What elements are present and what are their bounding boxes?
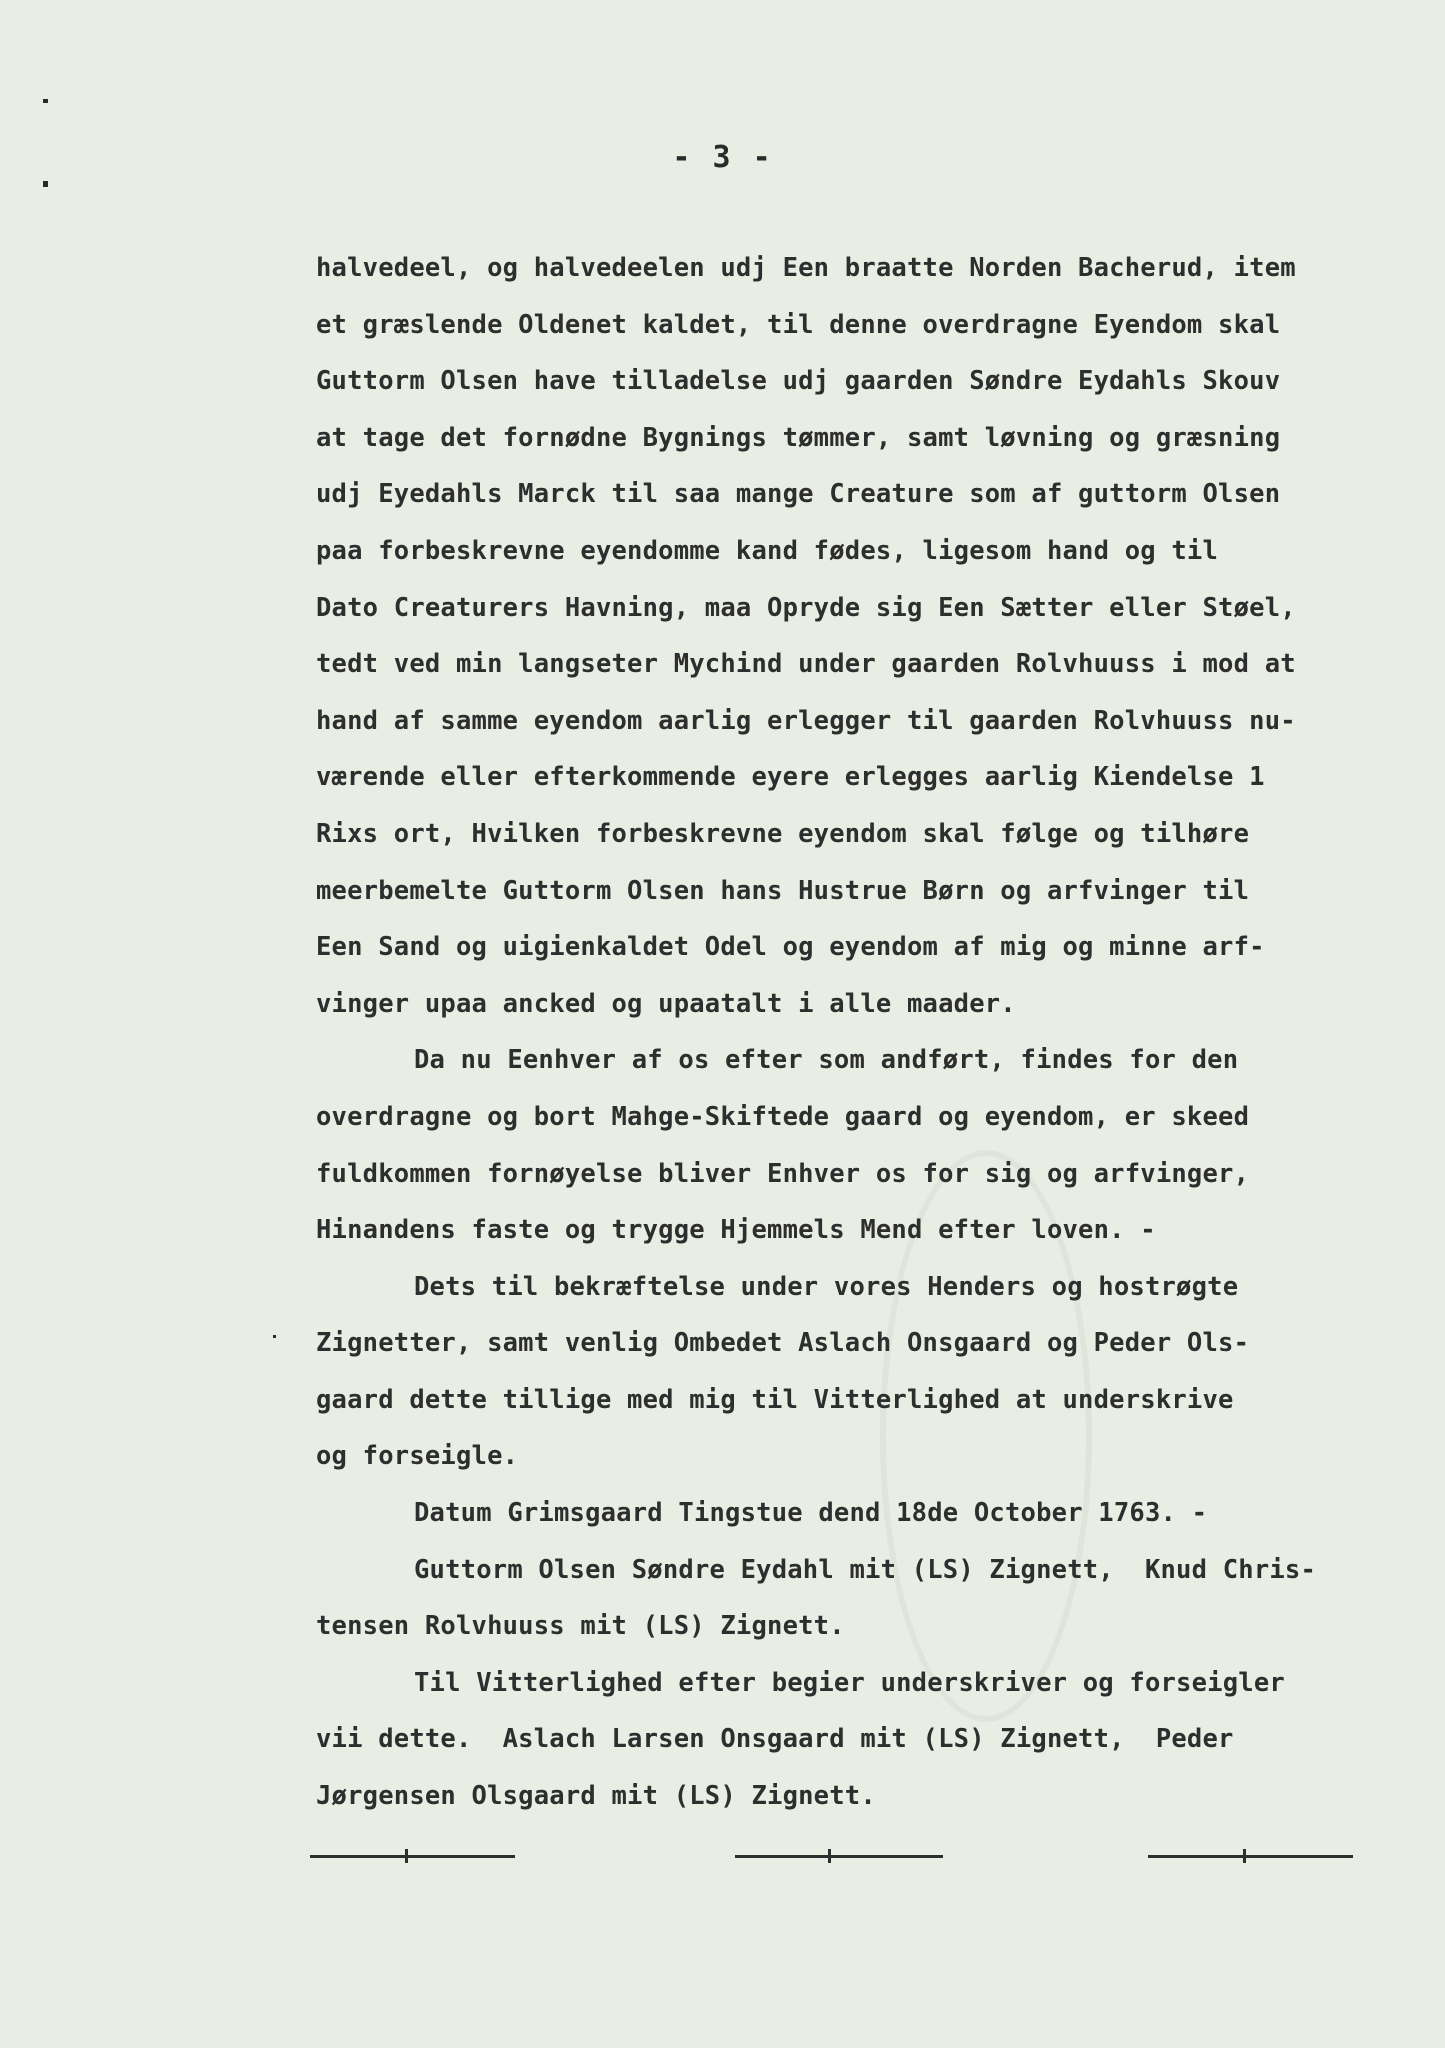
text-line: tensen Rolvhuuss mit (LS) Zignett. bbox=[316, 1611, 845, 1642]
margin-dot bbox=[273, 1335, 276, 1338]
text-line: udj Eyedahls Marck til saa mange Creature som af guttorm Olsen bbox=[316, 479, 1281, 510]
text-line: Datum Grimsgaard Tingstue dend 18de October 1763. - bbox=[414, 1498, 1208, 1529]
text-line: at tage det fornødne Bygnings tømmer, samt løvning og græsning bbox=[316, 422, 1281, 453]
text-line: et græslende Oldenet kaldet, til denne overdragne Eyendom skal bbox=[316, 309, 1281, 340]
text-line: fuldkommen fornøyelse bliver Enhver os for sig og arfvinger, bbox=[316, 1158, 1250, 1189]
text-line: Guttorm Olsen have tilladelse udj gaarden Søndre Eydahls Skouv bbox=[316, 366, 1281, 397]
text-line: Dato Creaturers Havning, maa Opryde sig Een Sætter eller Støel, bbox=[316, 592, 1296, 623]
text-line: vinger upaa ancked og upaatalt i alle maader. bbox=[316, 988, 1016, 1019]
signature-line-tick bbox=[405, 1849, 408, 1863]
signature-line bbox=[735, 1855, 943, 1858]
signature-line bbox=[1148, 1855, 1353, 1858]
signature-line-tick bbox=[828, 1849, 831, 1863]
text-line: paa forbeskrevne eyendomme kand fødes, ligesom hand og til bbox=[316, 535, 1219, 566]
text-line: meerbemelte Guttorm Olsen hans Hustrue Børn og arfvinger til bbox=[316, 875, 1250, 906]
document-body bbox=[316, 240, 1406, 1825]
text-line: Guttorm Olsen Søndre Eydahl mit (LS) Zignett, Knud Chris- bbox=[414, 1554, 1317, 1585]
text-line: gaard dette tillige med mig til Vitterlighed at underskrive bbox=[316, 1384, 1234, 1415]
text-line: Jørgensen Olsgaard mit (LS) Zignett. bbox=[316, 1781, 876, 1812]
text-line: Zignetter, samt venlig Ombedet Aslach Onsgaard og Peder Ols- bbox=[316, 1328, 1250, 1359]
text-line: og forseigle. bbox=[316, 1441, 519, 1472]
text-line: vii dette. Aslach Larsen Onsgaard mit (LS) Zignett, Peder bbox=[316, 1724, 1234, 1755]
text-line: Dets til bekræftelse under vores Henders og hostrøgte bbox=[414, 1271, 1239, 1302]
page-number: - 3 - bbox=[672, 140, 773, 175]
text-line: Da nu Eenhver af os efter som andført, findes for den bbox=[414, 1045, 1239, 1076]
margin-dot bbox=[43, 99, 48, 103]
text-line: halvedeel, og halvedeelen udj Een braatte Norden Bacherud, item bbox=[316, 253, 1296, 283]
margin-dot bbox=[43, 181, 48, 187]
text-line: værende eller efterkommende eyere erlegges aarlig Kiendelse 1 bbox=[316, 762, 1265, 793]
text-line: Rixs ort, Hvilken forbeskrevne eyendom skal følge og tilhøre bbox=[316, 818, 1250, 849]
text-line: hand af samme eyendom aarlig erlegger til gaarden Rolvhuuss nu- bbox=[316, 705, 1296, 736]
text-line: Een Sand og uigienkaldet Odel og eyendom af mig og minne arf- bbox=[316, 932, 1265, 963]
text-line: overdragne og bort Mahge-Skiftede gaard og eyendom, er skeed bbox=[316, 1101, 1250, 1132]
text-line: Til Vitterlighed efter begier underskriver og forseigler bbox=[414, 1667, 1285, 1698]
text-line: Hinandens faste og trygge Hjemmels Mend efter loven. - bbox=[316, 1215, 1156, 1246]
signature-line-tick bbox=[1243, 1849, 1246, 1863]
signature-line bbox=[310, 1855, 515, 1858]
text-line: tedt ved min langseter Mychind under gaarden Rolvhuuss i mod at bbox=[316, 649, 1296, 680]
